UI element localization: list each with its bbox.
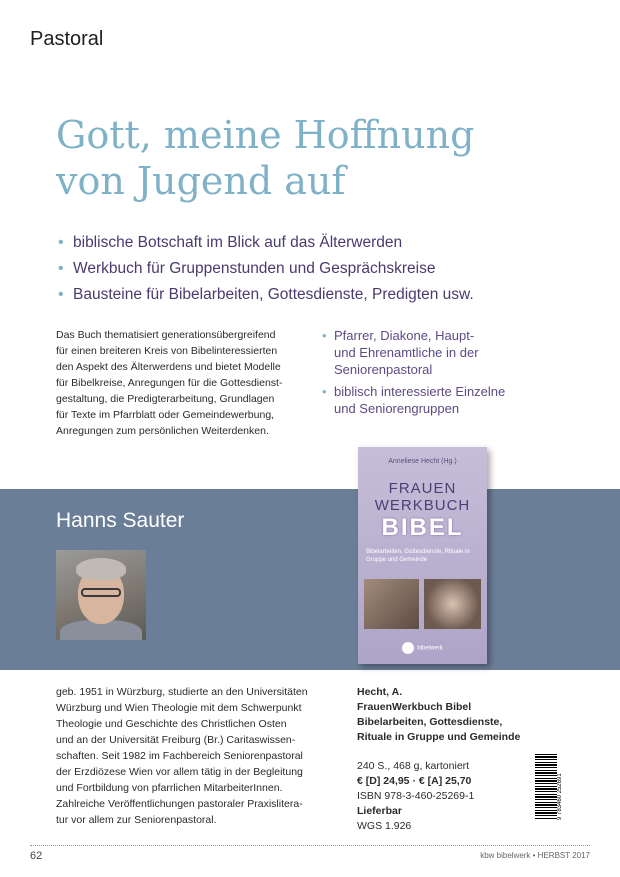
author-photo: [56, 550, 146, 640]
biblio-title: FrauenWerkbuch Bibel: [357, 701, 472, 713]
book-cover: [358, 447, 487, 664]
section-label: Pastoral: [30, 28, 104, 50]
cover-title-2: WERKBUCH: [374, 497, 471, 514]
cover-publisher: bibelwerk: [358, 642, 487, 654]
cover-title-3: BIBEL: [381, 514, 464, 541]
feature-item: • Bausteine für Bibelarbeiten, Gottesdienste, Predigten usw.: [58, 282, 474, 308]
cover-editor: Anneliese Hecht (Hg.): [388, 458, 457, 465]
biblio-specs: 240 S., 468 g, kartoniert: [357, 760, 470, 772]
feature-item: • Werkbuch für Gruppenstunden und Gesprächskreise: [58, 256, 474, 282]
audience-item: • biblisch interessierte Einzelne und Seniorengruppen: [322, 384, 506, 416]
cover-subtitle: Bibelarbeiten, Gottesdienste, Rituale in Gruppe und Gemeinde: [366, 549, 470, 563]
book-description: Das Buch thematisiert generationsübergreifend für einen breiteren Kreis von Bibelinteressierten den Aspekt des Älterwerdens und bietet Modelle für Bibelkreise, Anregungen für die Gottesdienst- gestaltung, die Predigterarbeitung, Grundlagen für Texte im Pfarrblatt oder Gemeindewerbung, Anregungen zum persönlichen Weiterdenken.: [56, 329, 283, 437]
footer-imprint: kbw bibelwerk • HERBST 2017: [480, 851, 590, 860]
barcode-number: 9 783460 252691: [557, 773, 563, 820]
page-number: 62: [30, 850, 43, 862]
audience-item: • Pfarrer, Diakone, Haupt- und Ehrenamtliche in der Seniorenpastoral: [322, 328, 479, 377]
bullet-icon: •: [58, 234, 64, 251]
bullet-icon: •: [322, 384, 327, 399]
author-name: Hanns Sauter: [56, 509, 185, 532]
biblio-subtitle: Bibelarbeiten, Gottesdienste,: [357, 716, 503, 728]
bibliographic-info: [357, 685, 557, 834]
biblio-subtitle: Rituale in Gruppe und Gemeinde: [357, 731, 521, 743]
biblio-availability: Lieferbar: [357, 805, 402, 817]
biblio-wgs: WGS 1.926: [357, 820, 412, 832]
bullet-icon: •: [58, 260, 64, 277]
barcode-icon: [535, 754, 557, 820]
publisher-logo-icon: [402, 642, 414, 654]
cover-photo: [364, 579, 419, 629]
title-line-2: von Jugend auf: [56, 159, 346, 203]
biblio-price: € [D] 24,95 · € [A] 25,70: [357, 775, 472, 787]
feature-list: [58, 230, 474, 308]
author-bio: geb. 1951 in Würzburg, studierte an den Universitäten Würzburg und Wien Theologie mit dem Schwerpunkt Theologie und Geschichte des Christlichen Osten und an der Universität Freiburg (Br.) Caritaswissen- schaften. Seit 1982 im Fachbereich Seniorenpastoral der Erzdiözese Wien vor allem tätig in der Begleitung und Fortbildung von pfarrlichen MitarbeiterInnen. Zahlreiche Veröffentlichungen pastoraler Praxislitera- tur vor allem zur Seniorenpastoral.: [56, 686, 308, 826]
title-line-1: Gott, meine Hoffnung: [56, 113, 475, 157]
bullet-icon: •: [58, 286, 64, 303]
cover-title-1: FRAUEN: [388, 480, 457, 497]
bullet-icon: •: [322, 328, 327, 343]
cover-photo: [424, 579, 481, 629]
feature-item: • biblische Botschaft im Blick auf das Älterwerden: [58, 230, 474, 256]
audience-list: [322, 327, 522, 422]
biblio-author: Hecht, A.: [357, 686, 403, 698]
footer-divider: [30, 845, 590, 846]
biblio-isbn: ISBN 978-3-460-25269-1: [357, 790, 475, 802]
page-title: [56, 112, 576, 204]
